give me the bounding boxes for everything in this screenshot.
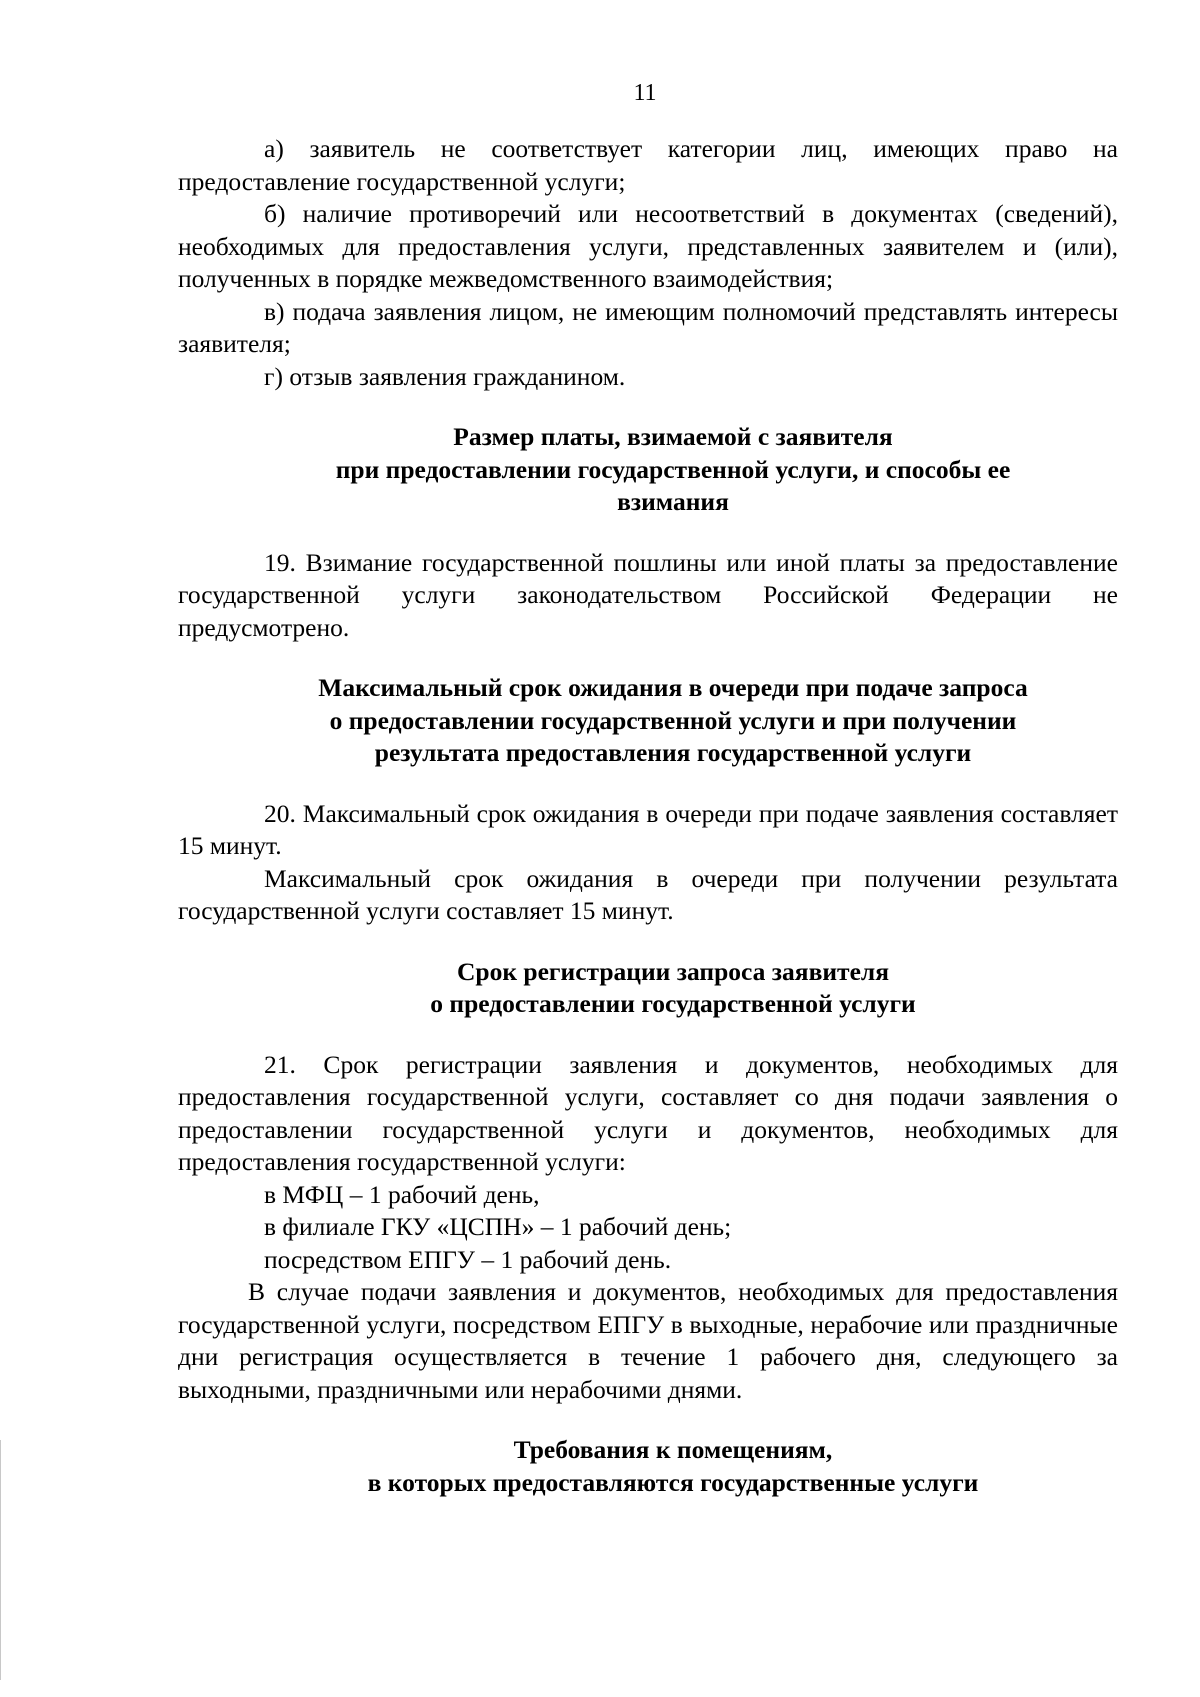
heading-line: о предоставлении государственной услуги bbox=[430, 989, 916, 1018]
paragraph-19: 19. Взимание государственной пошлины или иной платы за предоставление государственной услуги законодательством Российской Федерации не предусмотрено. bbox=[178, 547, 1118, 642]
document-body bbox=[178, 133, 1118, 1499]
heading-line: Срок регистрации запроса заявителя bbox=[457, 956, 889, 986]
section-heading-registration bbox=[178, 956, 1118, 1021]
heading-line: взимания bbox=[617, 487, 729, 516]
section-heading-wait-time bbox=[178, 672, 1118, 770]
page-number: 11 bbox=[633, 80, 657, 106]
list-item-epgu: посредством ЕПГУ – 1 рабочий день. bbox=[264, 1244, 672, 1274]
paragraph-item-g: г) отзыв заявления гражданином. bbox=[264, 361, 626, 391]
paragraph-21-note: В случае подачи заявления и документов, необходимых для предоставления государственной услуги, посредством ЕПГУ в выходные, нерабочие или праздничные дни регистрация осуществляется в течение 1 рабочего дня, следующего за выходными, праздничными или нерабочими днями. bbox=[178, 1277, 1118, 1404]
paragraph-item-a: а) заявитель не соответствует категории лиц, имеющих право на предоставление государственной услуги; bbox=[178, 134, 1118, 196]
heading-line: Требования к помещениям, bbox=[513, 1435, 833, 1464]
paragraph-20-continued: Максимальный срок ожидания в очереди при получении результата государственной услуги составляет 15 минут. bbox=[178, 863, 1118, 925]
paragraph-21: 21. Срок регистрации заявления и документов, необходимых для предоставления государственной услуги, составляет со дня подачи заявления о предоставлении государственной услуги и документов, необходимых для предоставления государственной услуги: bbox=[178, 1049, 1118, 1176]
heading-line: при предоставлении государственной услуги, и способы ее bbox=[335, 454, 1011, 484]
scan-edge-line bbox=[0, 1440, 1, 1680]
list-item-mfc: в МФЦ – 1 рабочий день, bbox=[264, 1179, 540, 1209]
heading-line: результата предоставления государственной услуги bbox=[374, 738, 972, 767]
heading-line: Максимальный срок ожидания в очереди при подаче запроса bbox=[318, 673, 1028, 702]
paragraph-20: 20. Максимальный срок ожидания в очереди при подаче заявления составляет 15 минут. bbox=[178, 798, 1118, 860]
paragraph-item-v: в) подача заявления лицом, не имеющим полномочий представлять интересы заявителя; bbox=[178, 296, 1118, 358]
heading-line: Размер платы, взимаемой с заявителя bbox=[453, 422, 893, 451]
paragraph-item-b: б) наличие противоречий или несоответствий в документах (сведений), необходимых для предоставления услуги, представленных заявителем и (или), полученных в порядке межведомственного взаимодействия; bbox=[178, 199, 1118, 293]
heading-line: в которых предоставляются государственные услуги bbox=[367, 1467, 979, 1497]
section-heading-premises bbox=[178, 1434, 1118, 1499]
section-heading-fee bbox=[178, 421, 1118, 519]
heading-line: о предоставлении государственной услуги и при получении bbox=[329, 705, 1017, 735]
list-item-cspn: в филиале ГКУ «ЦСПН» – 1 рабочий день; bbox=[264, 1212, 732, 1241]
